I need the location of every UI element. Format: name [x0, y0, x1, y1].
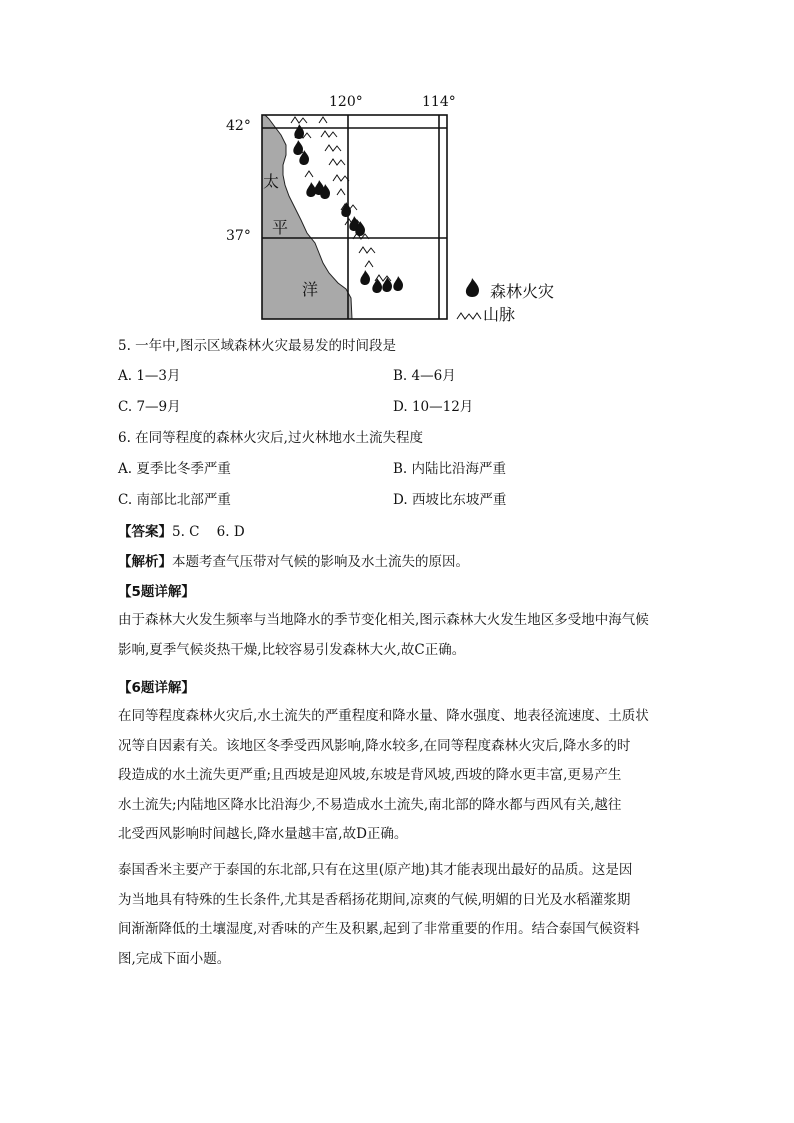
- detail-6-line: 在同等程度森林火灾后,水土流失的严重程度和降水量、降水强度、地表径流速度、土质状: [118, 708, 649, 724]
- option-key: B.: [393, 461, 408, 477]
- q5-option-d: [393, 395, 473, 415]
- detail-6-heading: 【6题详解】: [118, 680, 195, 696]
- option-text: 4—6月: [411, 368, 456, 384]
- option-text: 南部比北部严重: [136, 492, 231, 508]
- intro-line: 泰国香米主要产于泰国的东北部,只有在这里(原产地)其才能表现出最好的品质。这是因: [118, 862, 633, 878]
- legend-mountain-label: 山脉: [483, 305, 516, 324]
- answer-line: [118, 520, 245, 540]
- longitude-114-label: 114°: [422, 94, 456, 110]
- option-text: 夏季比冬季严重: [136, 461, 231, 477]
- intro-line: 图,完成下面小题。: [118, 950, 231, 967]
- option-text: 西坡比东坡严重: [411, 492, 507, 508]
- latitude-37-label: 37°: [226, 228, 251, 244]
- analysis-line: [118, 550, 469, 570]
- option-key: A.: [118, 368, 133, 384]
- option-key: C.: [118, 399, 133, 415]
- legend-fire-icon: [466, 278, 479, 297]
- detail-6-paragraph: [118, 702, 680, 850]
- q5-option-a: [118, 364, 181, 384]
- option-key: D.: [393, 399, 408, 415]
- latitude-42-label: 42°: [226, 118, 251, 134]
- q6-option-b: [393, 457, 506, 477]
- longitude-120-label: 120°: [329, 94, 363, 110]
- option-text: 7—9月: [136, 399, 181, 415]
- detail-6-line: 北受西风影响时间越长,降水量越丰富,故D正确。: [118, 826, 408, 842]
- q5-option-b: [393, 364, 456, 384]
- detail-5-line: 由于森林大火发生频率与当地降水的季节变化相关,图示森林大火发生地区多受地中海气候: [118, 612, 649, 628]
- ocean-label-tai: 太: [263, 172, 280, 191]
- option-key: A.: [118, 461, 133, 477]
- detail-6-line: 水土流失;内陆地区降水比沿海少,不易造成水土流失,南北部的降水都与西风有关,越往: [118, 796, 622, 813]
- intro-line: 为当地具有特殊的生长条件,尤其是香稻扬花期间,凉爽的气候,明媚的日光及水稻灌浆期: [118, 891, 631, 908]
- answer-tag: 【答案】: [118, 524, 172, 540]
- option-text: 1—3月: [136, 368, 181, 384]
- legend-fire-label: 森林火灾: [490, 282, 555, 301]
- california-fire-map: [225, 93, 585, 325]
- intro-line: 间渐渐降低的土壤湿度,对香味的产生及积累,起到了非常重要的作用。结合泰国气候资料: [118, 921, 640, 937]
- answer-text: 5. C 6. D: [172, 524, 245, 540]
- option-key: D.: [393, 492, 408, 508]
- detail-5-paragraph: [118, 606, 680, 665]
- detail-5-heading: 【5题详解】: [118, 584, 195, 600]
- ocean-label-yang: 洋: [302, 280, 319, 299]
- option-text: 内陆比沿海严重: [411, 461, 507, 477]
- q6-option-d: [393, 488, 506, 508]
- option-key: B.: [393, 368, 408, 384]
- question-6-stem: 6. 在同等程度的森林火灾后,过火林地水土流失程度: [118, 430, 423, 446]
- option-text: 10—12月: [411, 399, 474, 415]
- detail-5-line: 影响,夏季气候炎热干燥,比较容易引发森林大火,故C正确。: [118, 641, 466, 658]
- analysis-tag: 【解析】: [118, 554, 172, 570]
- q6-option-a: [118, 457, 231, 477]
- detail-6-line: 况等自因素有关。该地区冬季受西风影响,降水较多,在同等程度森林火灾后,降水多的时: [118, 737, 631, 754]
- legend-mountain-icon: [457, 313, 481, 319]
- detail-6-line: 段造成的水土流失更严重;且西坡是迎风坡,东坡是背风坡,西坡的降水更丰富,更易产生: [118, 767, 622, 783]
- ocean-label-ping: 平: [272, 218, 289, 237]
- analysis-text: 本题考查气压带对气候的影响及水土流失的原因。: [172, 554, 469, 570]
- rice-intro-paragraph: [118, 856, 680, 974]
- option-key: C.: [118, 492, 133, 508]
- q5-option-c: [118, 395, 181, 415]
- q6-option-c: [118, 488, 231, 508]
- question-5-stem: 5. 一年中,图示区域森林火灾最易发的时间段是: [118, 338, 396, 354]
